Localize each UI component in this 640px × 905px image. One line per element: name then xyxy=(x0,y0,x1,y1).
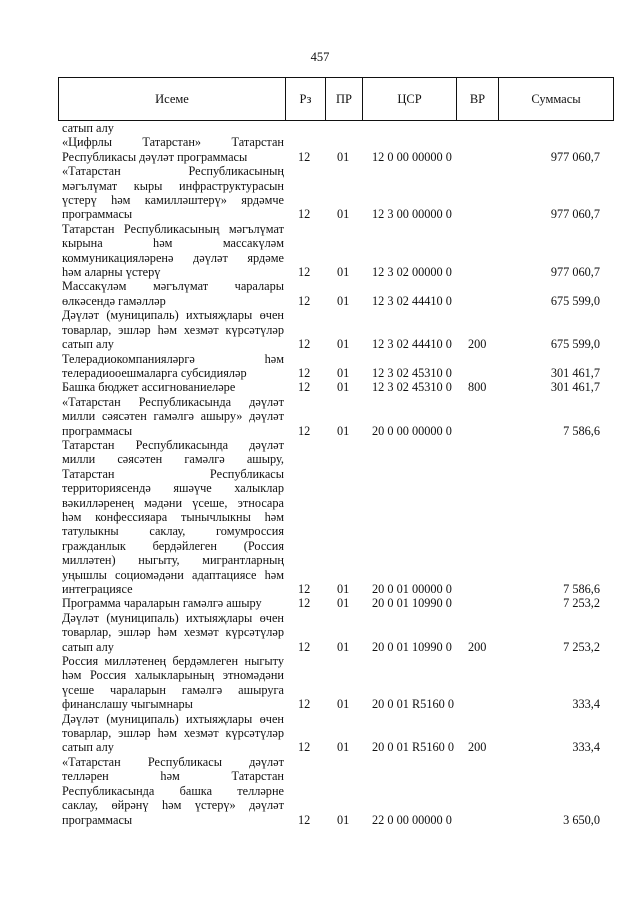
row-pr: 01 xyxy=(337,149,350,164)
row-pr: 01 xyxy=(337,293,350,308)
row-name xyxy=(62,395,284,438)
row-vr: 200 xyxy=(468,337,487,352)
row-name-line: «Татарстан Республикасында дәүләт xyxy=(62,394,284,409)
table-body xyxy=(62,121,612,827)
row-name-line: Татарстан Республикасының мәгълүмат xyxy=(62,221,284,236)
row-rz: 12 xyxy=(298,207,311,222)
table-row xyxy=(62,395,612,438)
row-csr: 20 0 01 R5160 0 xyxy=(372,697,454,712)
row-name xyxy=(62,596,284,610)
row-name-line: һәм Россия халыкларының этномәдәни xyxy=(62,668,284,683)
row-name-line: үстерү һәм камилләштерү» ярдәмче xyxy=(62,193,284,208)
table-row xyxy=(62,380,612,394)
row-vr: 200 xyxy=(468,740,487,755)
row-name-line: «Цифрлы Татарстан» Татарстан xyxy=(62,135,284,150)
row-name xyxy=(62,352,284,381)
row-pr: 01 xyxy=(337,639,350,654)
row-name-line: мәгълүмат кыры инфраструктурасын xyxy=(62,178,284,193)
row-pr: 01 xyxy=(337,740,350,755)
row-name-line: сатып алу xyxy=(62,639,114,654)
row-name xyxy=(62,438,284,596)
row-csr: 12 3 02 44410 0 xyxy=(372,337,452,352)
row-vr: 200 xyxy=(468,639,487,654)
row-name-line: уңышлы социомәдәни адаптациясе һәм xyxy=(62,567,284,582)
row-name xyxy=(62,121,284,135)
table-row xyxy=(62,352,612,381)
row-name-line: Башка бюджет ассигнованиеләре xyxy=(62,380,236,395)
row-sum: 7 586,6 xyxy=(563,423,600,438)
row-name-line: Дәүләт (муниципаль) ихтыяҗлары өчен xyxy=(62,308,284,323)
row-name-line: милли сәясәтен гамәлгә ашыру, xyxy=(62,452,284,467)
row-pr: 01 xyxy=(337,596,350,611)
row-name xyxy=(62,380,284,394)
row-sum: 301 461,7 xyxy=(550,380,600,395)
table-row xyxy=(62,222,612,280)
row-sum: 333,4 xyxy=(572,740,600,755)
row-sum: 675 599,0 xyxy=(550,337,600,352)
row-rz: 12 xyxy=(298,365,311,380)
row-name-line: милләтен) ныгыту, мигрантларның xyxy=(62,553,284,568)
row-pr: 01 xyxy=(337,812,350,827)
row-name-line: һәм аларны үстерү xyxy=(62,265,161,280)
row-pr: 01 xyxy=(337,582,350,596)
row-csr: 20 0 01 00000 0 xyxy=(372,582,452,596)
table-row xyxy=(62,164,612,222)
row-sum: 977 060,7 xyxy=(550,207,600,222)
row-name-line: сатып алу xyxy=(62,121,114,135)
table-row xyxy=(62,611,612,654)
row-name-line: «Татарстан Республикасы дәүләт xyxy=(62,754,284,769)
row-csr: 12 3 00 00000 0 xyxy=(372,207,452,222)
row-name-line: Телерадиокомпанияләргә һәм xyxy=(62,351,284,366)
table-row xyxy=(62,135,612,164)
row-pr: 01 xyxy=(337,207,350,222)
row-name-line: Республикасы дәүләт программасы xyxy=(62,149,248,164)
row-name-line: товарлар, эшләр һәм хезмәт күрсәтүләр xyxy=(62,625,284,640)
row-csr: 12 3 02 44410 0 xyxy=(372,293,452,308)
table-row xyxy=(62,121,612,135)
page-number: 457 xyxy=(310,50,330,64)
row-csr: 12 0 00 00000 0 xyxy=(372,149,452,164)
row-name-line: финанслашу чыгымнары xyxy=(62,697,193,712)
row-name-line: программасы xyxy=(62,423,133,438)
header-rz: Рз xyxy=(286,78,326,121)
row-name-line: һәм конфессияара тынычлыкны һәм xyxy=(62,509,284,524)
row-name-line: гражданлык бердәйлеген (Россия xyxy=(62,538,284,553)
row-sum: 7 253,2 xyxy=(563,596,600,611)
row-name-line: товарлар, эшләр һәм хезмәт күрсәтүләр xyxy=(62,322,284,337)
row-sum: 301 461,7 xyxy=(550,365,600,380)
row-sum: 333,4 xyxy=(572,697,600,712)
row-name-line: Программа чараларын гамәлгә ашыру xyxy=(62,596,262,611)
row-name-line: Республикасында башка телләрне xyxy=(62,783,284,798)
row-name xyxy=(62,654,284,712)
row-name xyxy=(62,164,284,222)
row-name-line: Дәүләт (муниципаль) ихтыяҗлары өчен xyxy=(62,610,284,625)
row-name-line: үсеше чараларын гамәлгә ашыруга xyxy=(62,682,284,697)
row-pr: 01 xyxy=(337,337,350,352)
row-name xyxy=(62,279,284,308)
row-csr: 12 3 02 45310 0 xyxy=(372,380,452,395)
row-name xyxy=(62,712,284,755)
row-name-line: телерадиооешмаларга субсидияләр xyxy=(62,365,247,380)
row-name-line: татулыкны саклау, гомумроссия xyxy=(62,524,284,539)
row-name-line: территориясендә яшәүче халыклар xyxy=(62,481,284,496)
row-name-line: интеграциясе xyxy=(62,582,133,596)
row-name-line: Россия милләтенең бердәмлеген ныгыту xyxy=(62,654,284,669)
row-rz: 12 xyxy=(298,380,311,395)
row-rz: 12 xyxy=(298,740,311,755)
row-rz: 12 xyxy=(298,582,311,596)
table-row xyxy=(62,654,612,712)
row-name xyxy=(62,755,284,827)
row-rz: 12 xyxy=(298,293,311,308)
table-row xyxy=(62,438,612,596)
row-csr: 22 0 00 00000 0 xyxy=(372,812,452,827)
row-rz: 12 xyxy=(298,596,311,611)
row-rz: 12 xyxy=(298,812,311,827)
row-vr: 800 xyxy=(468,380,487,395)
row-sum: 7 586,6 xyxy=(563,582,600,596)
table-row xyxy=(62,755,612,827)
row-sum: 977 060,7 xyxy=(550,149,600,164)
row-csr: 20 0 00 00000 0 xyxy=(372,423,452,438)
row-name-line: Дәүләт (муниципаль) ихтыяҗлары өчен xyxy=(62,711,284,726)
row-name xyxy=(62,308,284,351)
row-name-line: Татарстан Республикасы xyxy=(62,466,284,481)
row-sum: 675 599,0 xyxy=(550,293,600,308)
row-rz: 12 xyxy=(298,697,311,712)
row-name-line: телләрен һәм Татарстан xyxy=(62,769,284,784)
row-pr: 01 xyxy=(337,697,350,712)
row-csr: 20 0 01 R5160 0 xyxy=(372,740,454,755)
table-row xyxy=(62,712,612,755)
header-pr: ПР xyxy=(326,78,363,121)
table-row xyxy=(62,596,612,610)
row-name-line: вәкилләренең мәдәни үсеше, этносара xyxy=(62,495,284,510)
row-name-line: программасы xyxy=(62,812,133,827)
row-pr: 01 xyxy=(337,380,350,395)
row-pr: 01 xyxy=(337,423,350,438)
row-pr: 01 xyxy=(337,265,350,280)
row-rz: 12 xyxy=(298,423,311,438)
row-name xyxy=(62,135,284,164)
header-sum: Суммасы xyxy=(499,78,614,121)
row-name-line: коммуникацияләренә дәүләт ярдәме xyxy=(62,250,284,265)
row-name-line: товарлар, эшләр һәм хезмәт күрсәтүләр xyxy=(62,726,284,741)
row-rz: 12 xyxy=(298,639,311,654)
row-sum: 3 650,0 xyxy=(563,812,600,827)
header-name: Исеме xyxy=(59,78,286,121)
row-sum: 977 060,7 xyxy=(550,265,600,280)
row-rz: 12 xyxy=(298,337,311,352)
row-name-line: Массакүләм мәгълүмат чаралары xyxy=(62,279,284,294)
row-name-line: сатып алу xyxy=(62,337,114,352)
row-name-line: саклау, өйрәнү һәм үстерү» дәүләт xyxy=(62,798,284,813)
row-sum: 7 253,2 xyxy=(563,639,600,654)
row-name-line: сатып алу xyxy=(62,740,114,755)
row-name-line: программасы xyxy=(62,207,133,222)
row-name-line: өлкәсендә гамәлләр xyxy=(62,293,166,308)
table-header xyxy=(58,77,614,121)
row-rz: 12 xyxy=(298,149,311,164)
row-csr: 20 0 01 10990 0 xyxy=(372,639,452,654)
row-name-line: «Татарстан Республикасының xyxy=(62,164,284,179)
row-name xyxy=(62,611,284,654)
header-vr: ВР xyxy=(457,78,499,121)
table-row xyxy=(62,279,612,308)
row-name-line: милли сәясәтен гамәлгә ашыру» дәүләт xyxy=(62,409,284,424)
row-csr: 12 3 02 45310 0 xyxy=(372,365,452,380)
header-csr: ЦСР xyxy=(363,78,457,121)
row-name-line: Татарстан Республикасында дәүләт xyxy=(62,437,284,452)
row-rz: 12 xyxy=(298,265,311,280)
row-name xyxy=(62,222,284,280)
table-row xyxy=(62,308,612,351)
row-csr: 12 3 02 00000 0 xyxy=(372,265,452,280)
row-csr: 20 0 01 10990 0 xyxy=(372,596,452,611)
row-pr: 01 xyxy=(337,365,350,380)
row-name-line: кырына һәм массакүләм xyxy=(62,236,284,251)
